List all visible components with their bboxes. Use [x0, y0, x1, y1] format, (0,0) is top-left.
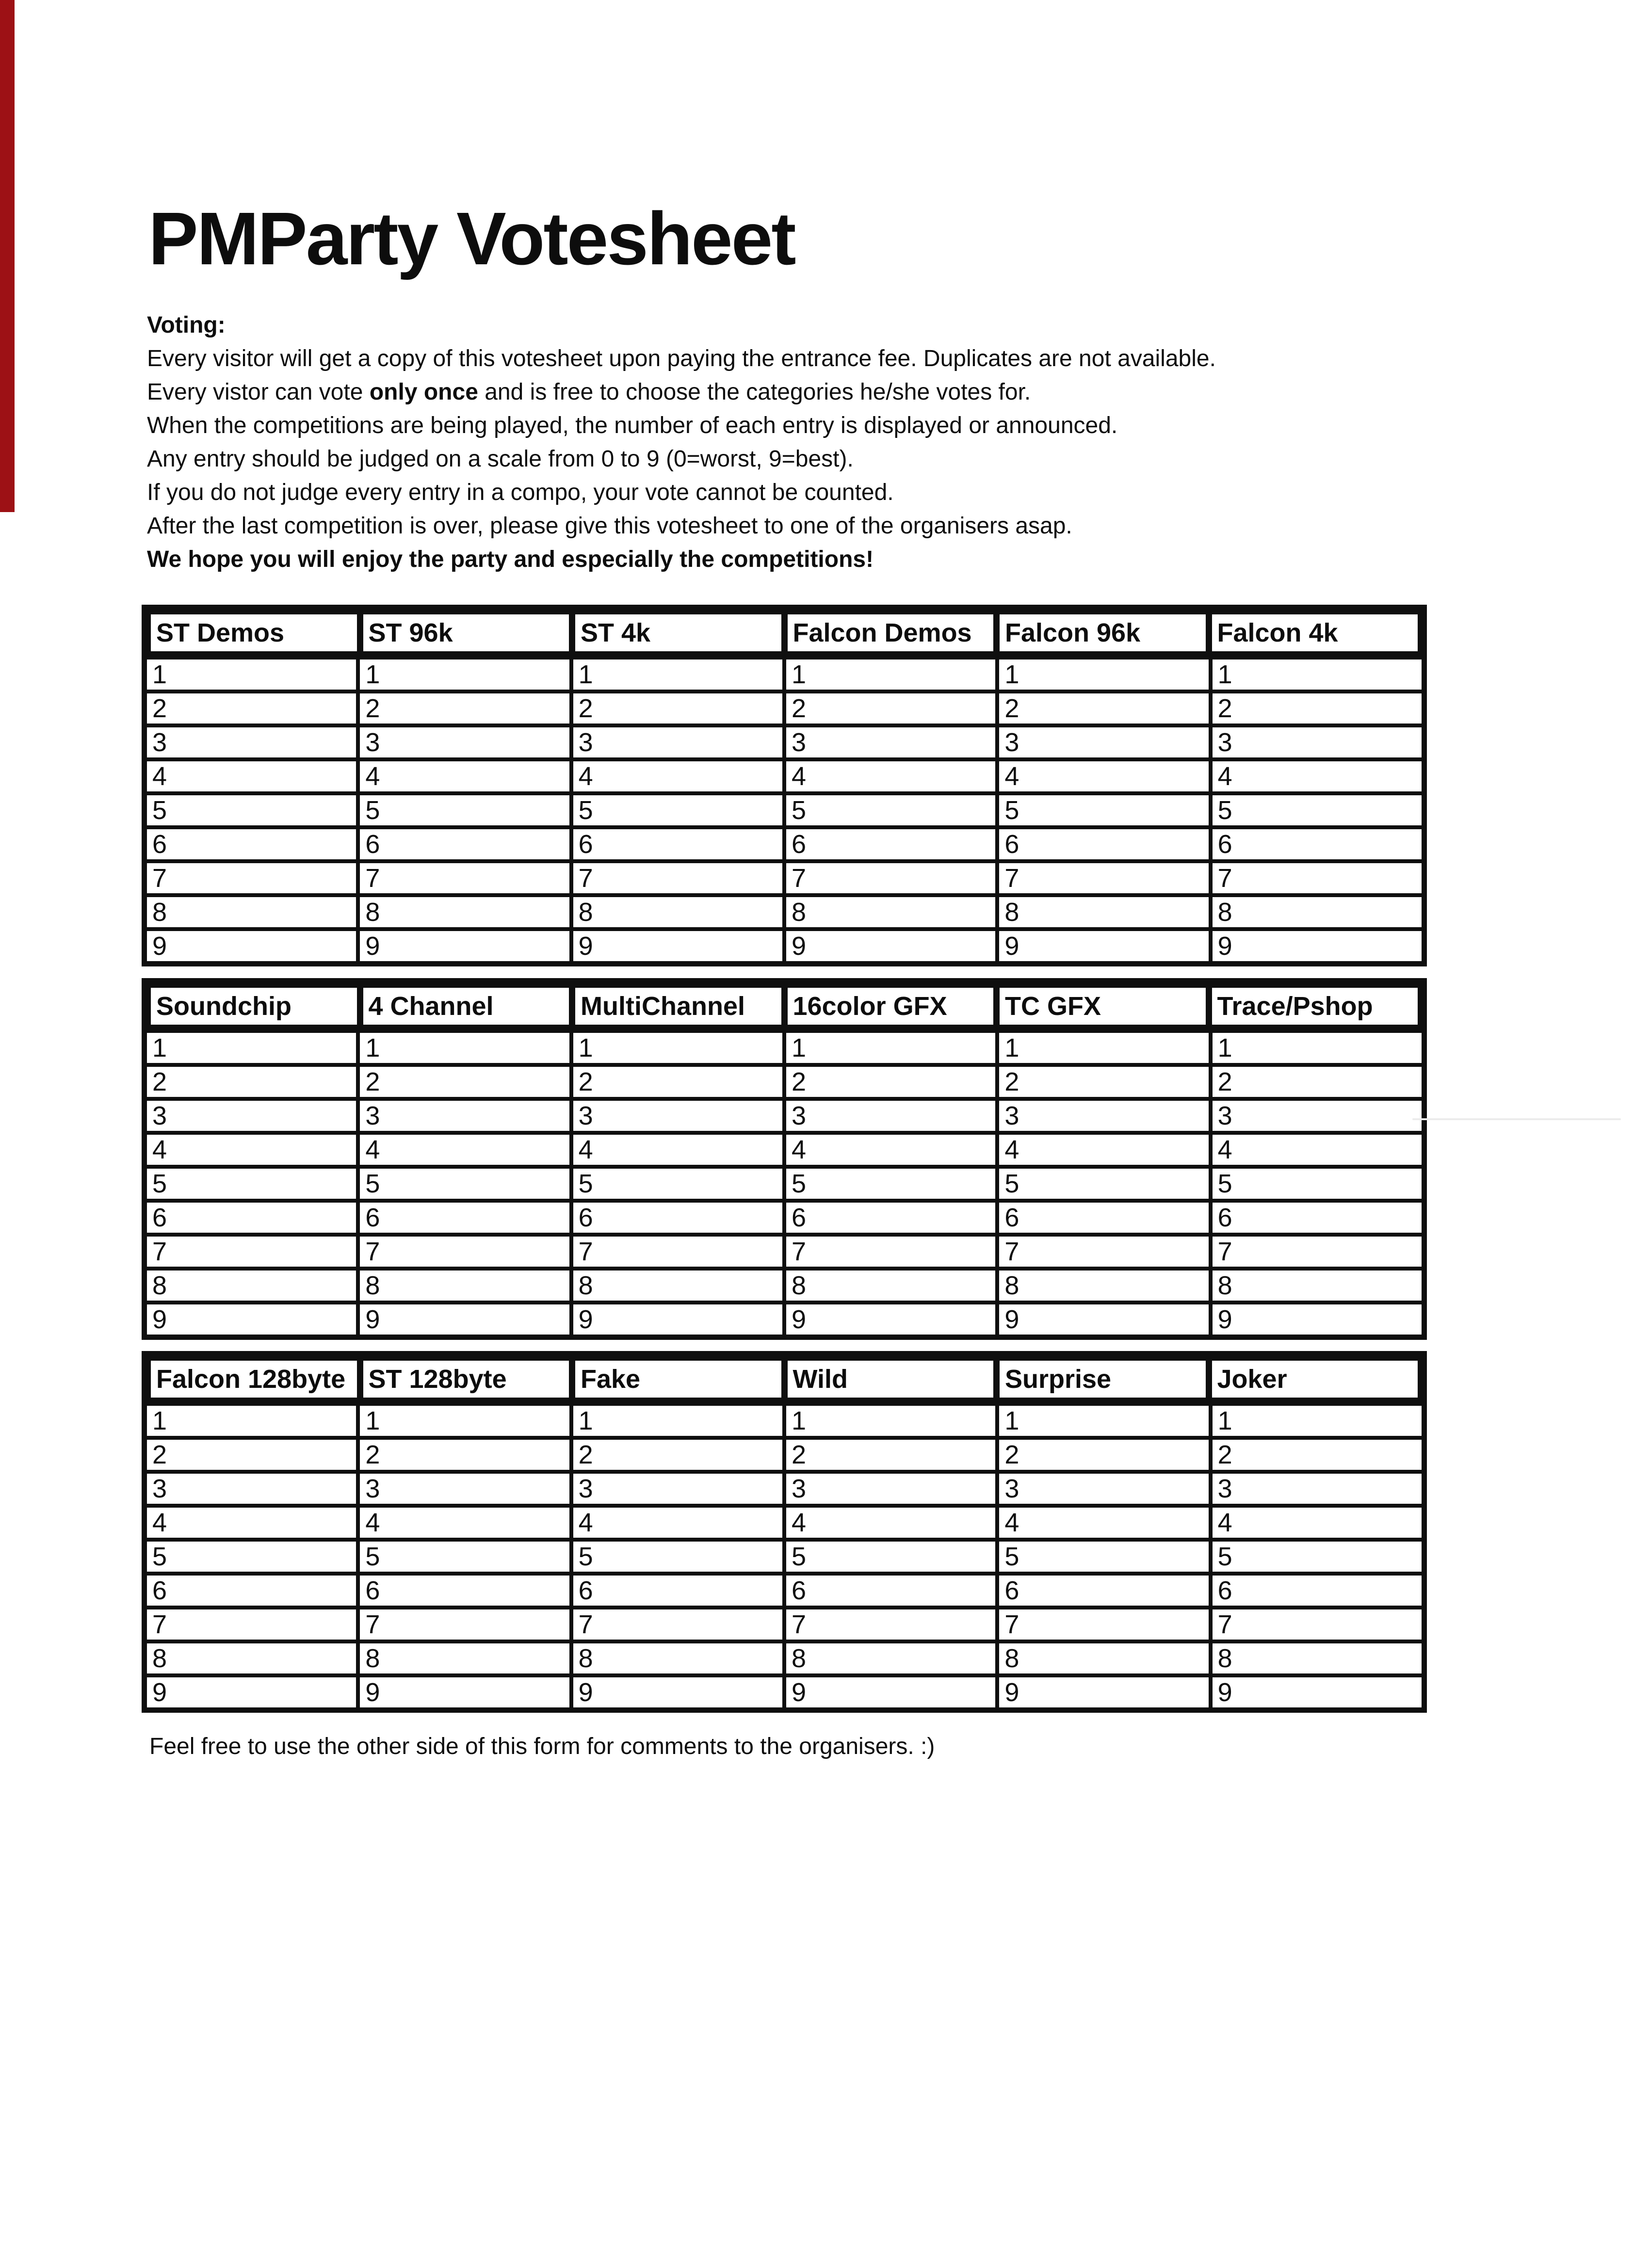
entry-number-cell: 9 — [995, 1677, 1208, 1707]
entry-number-cell: 3 — [995, 1101, 1208, 1131]
entry-number-cell: 8 — [995, 1271, 1208, 1301]
entry-number-cell: 7 — [569, 1609, 782, 1640]
entry-number-cell: 6 — [147, 829, 356, 859]
entry-number-cell: 1 — [995, 1033, 1208, 1063]
entry-number-cell: 5 — [147, 1169, 356, 1199]
entry-number-cell: 6 — [147, 1576, 356, 1606]
entry-number-cell: 2 — [569, 693, 782, 724]
entry-number-cell: 3 — [569, 727, 782, 757]
entry-number-cell: 9 — [147, 931, 356, 961]
entry-number-cell: 7 — [995, 1609, 1208, 1640]
entry-number-cell: 3 — [147, 727, 356, 757]
entry-number-cell: 5 — [995, 1542, 1208, 1572]
entry-row — [147, 724, 1422, 757]
entry-number-cell: 5 — [1209, 1169, 1422, 1199]
table-body — [147, 656, 1422, 961]
entry-number-cell: 7 — [147, 863, 356, 893]
entry-row — [147, 1640, 1422, 1673]
entry-number-cell: 1 — [995, 1406, 1208, 1436]
entry-number-cell: 5 — [1209, 795, 1422, 825]
entry-number-cell: 2 — [995, 1067, 1208, 1097]
entry-number-cell: 5 — [1209, 1542, 1422, 1572]
entry-number-cell: 8 — [147, 897, 356, 927]
entry-number-cell: 3 — [356, 1101, 569, 1131]
entry-number-cell: 2 — [147, 1067, 356, 1097]
entry-number-cell: 6 — [356, 1203, 569, 1233]
scan-streak-artifact — [1412, 1118, 1621, 1120]
entry-number-cell: 1 — [356, 1406, 569, 1436]
entry-row — [147, 1538, 1422, 1572]
entry-number-cell: 3 — [356, 1474, 569, 1504]
entry-number-cell: 1 — [356, 1033, 569, 1063]
entry-number-cell: 8 — [356, 897, 569, 927]
entry-number-cell: 9 — [782, 1677, 995, 1707]
entry-number-cell: 2 — [995, 693, 1208, 724]
entry-number-cell: 5 — [569, 1169, 782, 1199]
entry-number-cell: 7 — [782, 863, 995, 893]
entry-number-cell: 8 — [995, 1643, 1208, 1673]
entry-number-cell: 7 — [569, 1237, 782, 1267]
column-header-cell: ST 96k — [363, 614, 569, 651]
entry-number-cell: 2 — [356, 693, 569, 724]
entry-number-cell: 5 — [782, 1542, 995, 1572]
entry-number-cell: 4 — [995, 1135, 1208, 1165]
entry-number-cell: 8 — [782, 897, 995, 927]
entry-number-cell: 6 — [356, 829, 569, 859]
entry-number-cell: 3 — [569, 1474, 782, 1504]
entry-number-cell: 2 — [569, 1440, 782, 1470]
entry-row — [147, 1097, 1422, 1131]
entry-number-cell: 6 — [569, 1576, 782, 1606]
entry-number-cell: 9 — [356, 931, 569, 961]
entry-row — [147, 1470, 1422, 1504]
entry-number-cell: 8 — [782, 1643, 995, 1673]
entry-number-cell: 5 — [569, 795, 782, 825]
column-header-cell: ST 4k — [575, 614, 781, 651]
entry-number-cell: 9 — [1209, 1677, 1422, 1707]
entry-number-cell: 4 — [356, 1135, 569, 1165]
entry-number-cell: 9 — [1209, 1304, 1422, 1335]
entry-number-cell: 2 — [782, 1067, 995, 1097]
entry-row — [147, 1131, 1422, 1165]
entry-number-cell: 2 — [147, 693, 356, 724]
entry-number-cell: 8 — [782, 1271, 995, 1301]
voting-line-5: If you do not judge every entry in a compo, your vote cannot be counted. — [147, 480, 894, 505]
entry-number-cell: 4 — [995, 761, 1208, 791]
entry-number-cell: 9 — [356, 1304, 569, 1335]
entry-number-cell: 9 — [782, 1304, 995, 1335]
column-header-cell: Fake — [575, 1361, 781, 1398]
entry-number-cell: 8 — [569, 897, 782, 927]
entry-number-cell: 5 — [782, 795, 995, 825]
entry-row — [147, 1029, 1422, 1063]
entry-number-cell: 2 — [569, 1067, 782, 1097]
entry-number-cell: 2 — [782, 693, 995, 724]
entry-number-cell: 3 — [995, 1474, 1208, 1504]
entry-number-cell: 2 — [1209, 1440, 1422, 1470]
entry-number-cell: 7 — [1209, 863, 1422, 893]
entry-number-cell: 4 — [1209, 1508, 1422, 1538]
entry-number-cell: 1 — [147, 659, 356, 690]
entry-number-cell: 7 — [995, 863, 1208, 893]
entry-number-cell: 7 — [1209, 1237, 1422, 1267]
entry-number-cell: 3 — [1209, 727, 1422, 757]
entry-number-cell: 8 — [147, 1271, 356, 1301]
column-header-cell: ST 128byte — [363, 1361, 569, 1398]
entry-number-cell: 8 — [569, 1643, 782, 1673]
entry-row — [147, 757, 1422, 791]
entry-number-cell: 3 — [1209, 1101, 1422, 1131]
compo-table-music-gfx — [142, 978, 1427, 1340]
voting-line-2-pre: Every vistor can vote — [147, 379, 370, 405]
entry-number-cell: 6 — [569, 1203, 782, 1233]
entry-number-cell: 3 — [147, 1101, 356, 1131]
entry-number-cell: 4 — [356, 761, 569, 791]
entry-number-cell: 3 — [569, 1101, 782, 1131]
entry-number-cell: 4 — [569, 1508, 782, 1538]
entry-number-cell: 4 — [782, 761, 995, 791]
entry-row — [147, 1301, 1422, 1335]
entry-number-cell: 9 — [569, 1677, 782, 1707]
voting-instructions — [147, 308, 1544, 576]
entry-row — [147, 1165, 1422, 1199]
entry-number-cell: 6 — [147, 1203, 356, 1233]
entry-number-cell: 6 — [995, 1576, 1208, 1606]
table-header-row — [147, 610, 1422, 656]
entry-number-cell: 1 — [782, 659, 995, 690]
voting-line-3: When the competitions are being played, the number of each entry is displayed or announced. — [147, 413, 1118, 438]
entry-number-cell: 7 — [356, 863, 569, 893]
entry-number-cell: 1 — [147, 1406, 356, 1436]
entry-number-cell: 4 — [1209, 761, 1422, 791]
column-header-cell: 4 Channel — [363, 988, 569, 1025]
entry-row — [147, 1402, 1422, 1436]
entry-number-cell: 5 — [147, 1542, 356, 1572]
entry-number-cell: 5 — [356, 1169, 569, 1199]
entry-number-cell: 1 — [1209, 1406, 1422, 1436]
voting-line-6: After the last competition is over, please give this votesheet to one of the organisers asap. — [147, 513, 1072, 539]
column-header-cell: Soundchip — [151, 988, 357, 1025]
entry-number-cell: 5 — [569, 1542, 782, 1572]
entry-number-cell: 2 — [356, 1440, 569, 1470]
column-header-cell: Falcon 96k — [1000, 614, 1206, 651]
entry-number-cell: 7 — [147, 1609, 356, 1640]
column-header-cell: 16color GFX — [788, 988, 994, 1025]
entry-number-cell: 7 — [147, 1237, 356, 1267]
table-header-row — [147, 983, 1422, 1029]
entry-number-cell: 6 — [1209, 1203, 1422, 1233]
entry-number-cell: 2 — [147, 1440, 356, 1470]
entry-number-cell: 7 — [782, 1237, 995, 1267]
entry-row — [147, 1063, 1422, 1097]
entry-number-cell: 2 — [356, 1067, 569, 1097]
entry-number-cell: 8 — [995, 897, 1208, 927]
entry-number-cell: 3 — [782, 1474, 995, 1504]
entry-number-cell: 5 — [782, 1169, 995, 1199]
entry-number-cell: 9 — [356, 1677, 569, 1707]
entry-number-cell: 4 — [995, 1508, 1208, 1538]
entry-row — [147, 1673, 1422, 1707]
voting-line-4: Any entry should be judged on a scale from 0 to 9 (0=worst, 9=best). — [147, 446, 854, 472]
entry-number-cell: 6 — [1209, 1576, 1422, 1606]
column-header-cell: Joker — [1212, 1361, 1418, 1398]
entry-row — [147, 656, 1422, 690]
entry-number-cell: 8 — [1209, 1271, 1422, 1301]
entry-number-cell: 5 — [995, 795, 1208, 825]
entry-number-cell: 8 — [1209, 897, 1422, 927]
entry-number-cell: 4 — [147, 1135, 356, 1165]
entry-number-cell: 3 — [356, 727, 569, 757]
entry-number-cell: 9 — [995, 931, 1208, 961]
column-header-cell: Falcon 4k — [1212, 614, 1418, 651]
entry-number-cell: 3 — [1209, 1474, 1422, 1504]
entry-number-cell: 4 — [147, 1508, 356, 1538]
footer-note: Feel free to use the other side of this form for comments to the organisers. :) — [149, 1734, 935, 1759]
entry-number-cell: 7 — [1209, 1609, 1422, 1640]
entry-row — [147, 690, 1422, 724]
entry-row — [147, 927, 1422, 961]
entry-number-cell: 1 — [782, 1406, 995, 1436]
column-header-cell: MultiChannel — [575, 988, 781, 1025]
entry-number-cell: 7 — [356, 1237, 569, 1267]
entry-number-cell: 8 — [569, 1271, 782, 1301]
entry-number-cell: 9 — [147, 1304, 356, 1335]
entry-row — [147, 893, 1422, 927]
entry-number-cell: 9 — [995, 1304, 1208, 1335]
entry-number-cell: 8 — [356, 1643, 569, 1673]
entry-row — [147, 1504, 1422, 1538]
entry-row — [147, 1267, 1422, 1301]
entry-row — [147, 859, 1422, 893]
entry-row — [147, 825, 1422, 859]
entry-number-cell: 2 — [1209, 1067, 1422, 1097]
entry-number-cell: 1 — [569, 1406, 782, 1436]
entry-number-cell: 4 — [569, 1135, 782, 1165]
entry-number-cell: 2 — [782, 1440, 995, 1470]
column-header-cell: ST Demos — [151, 614, 357, 651]
voting-closing-line: We hope you will enjoy the party and especially the competitions! — [147, 547, 874, 572]
entry-number-cell: 4 — [782, 1508, 995, 1538]
entry-number-cell: 4 — [356, 1508, 569, 1538]
entry-number-cell: 1 — [782, 1033, 995, 1063]
entry-number-cell: 6 — [782, 1576, 995, 1606]
compo-table-st — [142, 605, 1427, 966]
entry-number-cell: 1 — [569, 659, 782, 690]
voting-heading: Voting: — [147, 312, 226, 338]
table-body — [147, 1029, 1422, 1335]
column-header-cell: Falcon 128byte — [151, 1361, 357, 1398]
compo-table-misc — [142, 1351, 1427, 1713]
entry-number-cell: 9 — [1209, 931, 1422, 961]
entry-row — [147, 1233, 1422, 1267]
voting-line-2-bold: only once — [369, 379, 478, 405]
entry-number-cell: 1 — [1209, 659, 1422, 690]
entry-number-cell: 2 — [1209, 693, 1422, 724]
entry-number-cell: 1 — [147, 1033, 356, 1063]
entry-row — [147, 1606, 1422, 1640]
column-header-cell: Falcon Demos — [788, 614, 994, 651]
entry-number-cell: 1 — [1209, 1033, 1422, 1063]
entry-number-cell: 3 — [995, 727, 1208, 757]
entry-number-cell: 1 — [995, 659, 1208, 690]
entry-number-cell: 9 — [569, 1304, 782, 1335]
entry-number-cell: 6 — [1209, 829, 1422, 859]
page-title: PMParty Votesheet — [148, 197, 795, 280]
entry-row — [147, 1572, 1422, 1606]
entry-number-cell: 4 — [782, 1135, 995, 1165]
entry-number-cell: 8 — [356, 1271, 569, 1301]
entry-number-cell: 5 — [356, 1542, 569, 1572]
table-header-row — [147, 1356, 1422, 1402]
entry-number-cell: 4 — [147, 761, 356, 791]
entry-number-cell: 1 — [569, 1033, 782, 1063]
entry-number-cell: 6 — [995, 829, 1208, 859]
entry-number-cell: 2 — [995, 1440, 1208, 1470]
entry-number-cell: 7 — [356, 1609, 569, 1640]
entry-number-cell: 6 — [569, 829, 782, 859]
voting-line-1: Every visitor will get a copy of this votesheet upon paying the entrance fee. Duplicates are not available. — [147, 346, 1216, 371]
entry-number-cell: 5 — [147, 795, 356, 825]
entry-number-cell: 7 — [782, 1609, 995, 1640]
entry-number-cell: 6 — [356, 1576, 569, 1606]
entry-number-cell: 4 — [1209, 1135, 1422, 1165]
entry-number-cell: 3 — [147, 1474, 356, 1504]
scan-edge-artifact — [0, 0, 15, 512]
entry-number-cell: 6 — [782, 829, 995, 859]
entry-number-cell: 5 — [356, 795, 569, 825]
column-header-cell: Wild — [788, 1361, 994, 1398]
column-header-cell: Trace/Pshop — [1212, 988, 1418, 1025]
entry-number-cell: 8 — [147, 1643, 356, 1673]
entry-number-cell: 6 — [782, 1203, 995, 1233]
entry-number-cell: 7 — [995, 1237, 1208, 1267]
entry-number-cell: 1 — [356, 659, 569, 690]
entry-row — [147, 1436, 1422, 1470]
voting-line-2-post: and is free to choose the categories he/she votes for. — [478, 379, 1031, 405]
entry-number-cell: 3 — [782, 1101, 995, 1131]
entry-number-cell: 6 — [995, 1203, 1208, 1233]
entry-number-cell: 9 — [569, 931, 782, 961]
entry-row — [147, 1199, 1422, 1233]
entry-number-cell: 7 — [569, 863, 782, 893]
entry-number-cell: 5 — [995, 1169, 1208, 1199]
entry-number-cell: 4 — [569, 761, 782, 791]
column-header-cell: Surprise — [1000, 1361, 1206, 1398]
entry-number-cell: 9 — [147, 1677, 356, 1707]
table-body — [147, 1402, 1422, 1707]
column-header-cell: TC GFX — [1000, 988, 1206, 1025]
entry-number-cell: 3 — [782, 727, 995, 757]
entry-row — [147, 791, 1422, 825]
entry-number-cell: 9 — [782, 931, 995, 961]
voting-line-2 — [147, 375, 1544, 409]
entry-number-cell: 8 — [1209, 1643, 1422, 1673]
